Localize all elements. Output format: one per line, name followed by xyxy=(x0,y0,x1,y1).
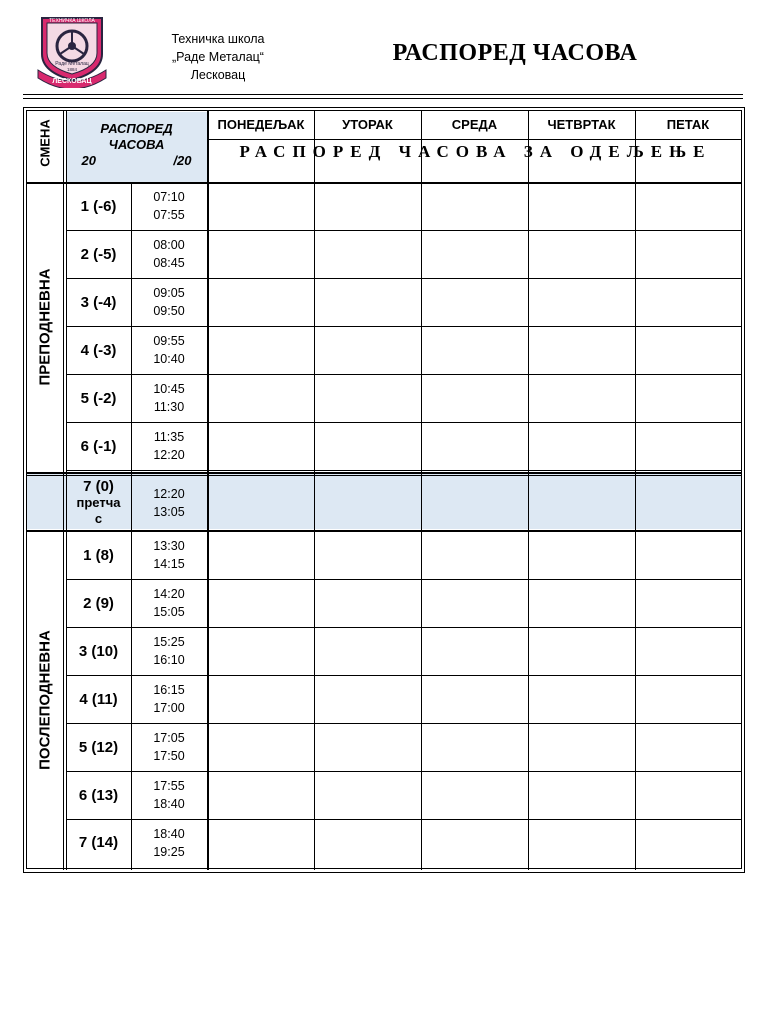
morning-row-1-time xyxy=(131,182,207,230)
afternoon-row-6-cell-4[interactable] xyxy=(530,773,633,817)
afternoon-row-3-cell-3[interactable] xyxy=(423,629,526,673)
morning-row-2-cell-1[interactable] xyxy=(210,232,312,276)
afternoon-row-6-cell-5[interactable] xyxy=(637,773,739,817)
schedule-header-line-1: РАСПОРЕД xyxy=(100,121,173,136)
time-start: 12:20 xyxy=(153,486,185,501)
middle-note-line-1: претча xyxy=(76,494,121,510)
time-start: 09:05 xyxy=(153,286,185,300)
morning-row-6-cell-3[interactable] xyxy=(423,424,526,468)
afternoon-row-1-cell-4[interactable] xyxy=(530,533,633,577)
afternoon-row-1-cell-3[interactable] xyxy=(423,533,526,577)
afternoon-row-2-cell-5[interactable] xyxy=(637,581,739,625)
afternoon-row-1-cell-5[interactable] xyxy=(637,533,739,577)
morning-row-1-cell-4[interactable] xyxy=(530,184,633,228)
middle-top-line xyxy=(26,472,742,474)
time-end: 09:50 xyxy=(153,304,185,318)
time-end: 11:30 xyxy=(153,400,185,414)
school-name xyxy=(148,30,288,84)
afternoon-row-5-cell-1[interactable] xyxy=(210,725,312,769)
day-header-3: СРЕДА xyxy=(451,117,498,132)
middle-row-cell-3[interactable] xyxy=(423,477,526,528)
afternoon-row-1-cell-2[interactable] xyxy=(316,533,419,577)
middle-note-line-2: с xyxy=(94,510,103,526)
afternoon-shift-label: ПОСЛЕПОДНЕВНА xyxy=(36,630,54,770)
morning-row-3-time xyxy=(131,278,207,326)
time-end: 15:05 xyxy=(153,605,185,619)
afternoon-row-6-time xyxy=(131,771,207,819)
afternoon-row-7-time xyxy=(131,819,207,866)
logo-mid-text: Раде Металац xyxy=(55,61,89,67)
morning-row-4-cell-2[interactable] xyxy=(316,328,419,372)
morning-row-6-cell-4[interactable] xyxy=(530,424,633,468)
afternoon-row-2-time xyxy=(131,579,207,627)
morning-shift-label: ПРЕПОДНЕВНА xyxy=(36,268,54,386)
morning-row-3-cell-5[interactable] xyxy=(637,280,739,324)
day-header-4: ЧЕТВРТАК xyxy=(547,117,616,132)
time-end: 10:40 xyxy=(153,352,185,366)
afternoon-row-1-lesson: 1 (8) xyxy=(83,546,114,564)
morning-row-1-cell-5[interactable] xyxy=(637,184,739,228)
morning-row-1-lesson: 1 (-6) xyxy=(80,197,117,215)
morning-row-5-lesson: 5 (-2) xyxy=(80,389,117,407)
middle-row-time xyxy=(131,475,207,530)
afternoon-row-4-cell-4[interactable] xyxy=(530,677,633,721)
morning-row-6-time xyxy=(131,422,207,470)
time-start: 08:00 xyxy=(153,238,185,252)
morning-row-5-cell-1[interactable] xyxy=(210,376,312,420)
afternoon-row-2-lesson: 2 (9) xyxy=(83,594,114,612)
middle-row-cell-1[interactable] xyxy=(210,477,312,528)
time-start: 15:25 xyxy=(153,635,185,649)
afternoon-row-3-lesson: 3 (10) xyxy=(78,642,119,660)
header-divider-top xyxy=(23,94,743,95)
afternoon-row-2-cell-1[interactable] xyxy=(210,581,312,625)
morning-row-6-cell-2[interactable] xyxy=(316,424,419,468)
shift-col-line xyxy=(63,110,64,870)
time-end: 13:05 xyxy=(153,504,185,519)
afternoon-row-4-lesson: 4 (11) xyxy=(79,690,118,708)
time-start: 13:30 xyxy=(153,539,185,553)
afternoon-row-5-cell-4[interactable] xyxy=(530,725,633,769)
time-col-line xyxy=(207,110,209,870)
school-logo xyxy=(32,14,112,88)
morning-row-1-cell-1[interactable] xyxy=(210,184,312,228)
afternoon-row-6-cell-1[interactable] xyxy=(210,773,312,817)
morning-row-5-cell-5[interactable] xyxy=(637,376,739,420)
time-start: 14:20 xyxy=(153,587,185,601)
morning-row-4-cell-5[interactable] xyxy=(637,328,739,372)
middle-lesson-number: 7 (0) xyxy=(83,477,114,495)
afternoon-row-4-cell-5[interactable] xyxy=(637,677,739,721)
time-start: 18:40 xyxy=(153,826,185,841)
time-start: 09:55 xyxy=(153,334,185,348)
afternoon-row-2-cell-3[interactable] xyxy=(423,581,526,625)
school-line-1: Техничка школа xyxy=(171,32,265,46)
morning-row-4-cell-4[interactable] xyxy=(530,328,633,372)
afternoon-row-4-cell-2[interactable] xyxy=(316,677,419,721)
schedule-header-line-2: ЧАСОВА xyxy=(108,137,165,152)
schedule-header xyxy=(70,116,203,174)
afternoon-row-3-cell-5[interactable] xyxy=(637,629,739,673)
afternoon-row-1-time xyxy=(131,531,207,579)
morning-row-2-cell-4[interactable] xyxy=(530,232,633,276)
morning-row-4-time xyxy=(131,326,207,374)
time-start: 16:15 xyxy=(153,683,185,697)
day-header-1: ПОНЕДЕЉАК xyxy=(217,117,305,132)
morning-row-3-cell-2[interactable] xyxy=(316,280,419,324)
morning-row-5-cell-2[interactable] xyxy=(316,376,419,420)
time-end: 17:00 xyxy=(153,701,185,715)
time-start: 11:35 xyxy=(153,430,185,444)
afternoon-row-3-time xyxy=(131,627,207,675)
middle-row-cell-4[interactable] xyxy=(530,477,633,528)
time-end: 14:15 xyxy=(153,557,185,571)
afternoon-row-1-cell-1[interactable] xyxy=(210,533,312,577)
day-header-5: ПЕТАК xyxy=(666,117,710,132)
morning-row-3-cell-3[interactable] xyxy=(423,280,526,324)
morning-row-1-cell-3[interactable] xyxy=(423,184,526,228)
schedule-year-left: 20 xyxy=(81,153,96,168)
afternoon-row-6-cell-2[interactable] xyxy=(316,773,419,817)
morning-row-3-cell-4[interactable] xyxy=(530,280,633,324)
morning-row-1-cell-2[interactable] xyxy=(316,184,419,228)
logo-top-text: ТЕХНИЧКА ШКОЛА xyxy=(49,18,95,24)
afternoon-row-7-cell-3[interactable] xyxy=(423,821,526,864)
afternoon-row-4-cell-3[interactable] xyxy=(423,677,526,721)
afternoon-row-6-cell-3[interactable] xyxy=(423,773,526,817)
morning-row-6-cell-5[interactable] xyxy=(637,424,739,468)
morning-row-2-cell-2[interactable] xyxy=(316,232,419,276)
afternoon-row-3-cell-2[interactable] xyxy=(316,629,419,673)
afternoon-row-5-time xyxy=(131,723,207,771)
logo-city-text: ЛЕСКОВАЦ xyxy=(52,78,92,85)
class-title: РАСПОРЕД ЧАСОВА ЗА ОДЕЉЕЊЕ xyxy=(239,142,712,161)
morning-row-2-cell-5[interactable] xyxy=(637,232,739,276)
morning-row-2-cell-3[interactable] xyxy=(423,232,526,276)
afternoon-row-7-cell-2[interactable] xyxy=(316,821,419,864)
middle-row-cell-2[interactable] xyxy=(316,477,419,528)
afternoon-row-3-cell-1[interactable] xyxy=(210,629,312,673)
morning-row-3-lesson: 3 (-4) xyxy=(80,293,117,311)
school-line-2: „Раде Металац“ xyxy=(172,50,264,64)
afternoon-row-5-cell-5[interactable] xyxy=(637,725,739,769)
morning-row-2-lesson: 2 (-5) xyxy=(80,245,117,263)
morning-row-4-cell-3[interactable] xyxy=(423,328,526,372)
time-end: 08:45 xyxy=(153,256,185,270)
morning-row-6-cell-1[interactable] xyxy=(210,424,312,468)
time-start: 07:10 xyxy=(153,190,185,204)
time-end: 19:25 xyxy=(153,844,185,859)
afternoon-row-6-lesson: 6 (13) xyxy=(78,786,119,804)
afternoon-row-3-cell-4[interactable] xyxy=(530,629,633,673)
afternoon-row-2-cell-4[interactable] xyxy=(530,581,633,625)
morning-row-5-cell-4[interactable] xyxy=(530,376,633,420)
afternoon-row-7-cell-4[interactable] xyxy=(530,821,633,864)
time-end: 12:20 xyxy=(153,448,185,462)
time-end: 18:40 xyxy=(153,797,185,811)
morning-row-5-time xyxy=(131,374,207,422)
morning-row-3-cell-1[interactable] xyxy=(210,280,312,324)
day-col-line xyxy=(528,110,529,870)
time-start: 17:55 xyxy=(153,779,185,793)
document-title: РАСПОРЕД ЧАСОВА xyxy=(392,40,638,66)
day-col-line xyxy=(421,110,422,870)
morning-row-5-cell-3[interactable] xyxy=(423,376,526,420)
afternoon-row-4-cell-1[interactable] xyxy=(210,677,312,721)
time-start: 10:45 xyxy=(153,382,185,396)
time-end: 16:10 xyxy=(153,653,185,667)
day-col-line xyxy=(635,110,636,870)
schedule-year xyxy=(82,153,192,169)
morning-row-4-cell-1[interactable] xyxy=(210,328,312,372)
logo-year-text: 1884 xyxy=(66,67,78,72)
afternoon-row-5-lesson: 5 (12) xyxy=(78,738,119,756)
school-line-3: Лесковац xyxy=(190,68,246,82)
afternoon-row-5-cell-2[interactable] xyxy=(316,725,419,769)
morning-row-2-time xyxy=(131,230,207,278)
shift-header-line xyxy=(26,182,63,183)
schedule-year-right: /20 xyxy=(173,153,192,168)
time-end: 07:55 xyxy=(153,208,185,222)
middle-row-cell-5[interactable] xyxy=(637,477,739,528)
morning-row-6-lesson: 6 (-1) xyxy=(80,437,117,455)
shift-header: СМЕНА xyxy=(37,119,53,167)
morning-row-4-lesson: 4 (-3) xyxy=(80,341,117,359)
row-line xyxy=(66,470,742,471)
header-divider-bottom xyxy=(23,98,743,99)
day-header-2: УТОРАК xyxy=(342,117,393,132)
middle-row-lesson xyxy=(66,475,131,530)
day-col-line xyxy=(314,110,315,870)
afternoon-row-5-cell-3[interactable] xyxy=(423,725,526,769)
time-start: 17:05 xyxy=(153,731,185,745)
afternoon-row-4-time xyxy=(131,675,207,723)
afternoon-row-7-cell-5[interactable] xyxy=(637,821,739,864)
time-end: 17:50 xyxy=(153,749,185,763)
afternoon-row-7-cell-1[interactable] xyxy=(210,821,312,864)
afternoon-row-7-lesson: 7 (14) xyxy=(78,834,119,851)
afternoon-row-2-cell-2[interactable] xyxy=(316,581,419,625)
